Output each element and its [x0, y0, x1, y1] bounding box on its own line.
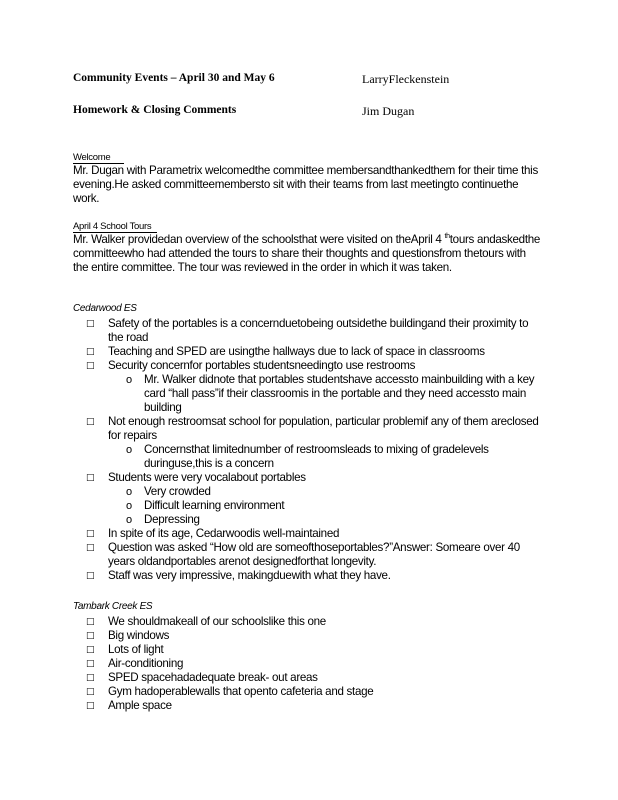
bullet-icon: □	[86, 659, 95, 669]
list-item-text: SPED spacehadadequate break- out areas	[108, 671, 318, 684]
list-item-text: Gym hadoperablewalls that opento cafeteria and stage	[108, 685, 374, 698]
list-item	[86, 415, 546, 471]
superscript-th: th	[444, 233, 450, 241]
header-presenter-1: LarryFleckenstein	[362, 72, 450, 86]
sub-list-item-text: Depressing	[144, 513, 200, 526]
sub-list-item-text: Very crowded	[144, 485, 211, 498]
sub-list	[108, 485, 546, 527]
list-item-text: Ample space	[108, 699, 172, 712]
list-item-text: Staff was very impressive, makingduewith what they have.	[108, 569, 391, 582]
bullet-icon: o	[126, 514, 132, 526]
list-item-text: Air-conditioning	[108, 657, 184, 670]
sub-list-item	[122, 443, 546, 471]
list-item	[86, 699, 546, 713]
list-item	[86, 615, 546, 629]
bullet-icon: □	[86, 687, 95, 697]
welcome-paragraph: Mr. Dugan with Parametrix welcomedthe committee membersandthankedthem for their time this evening.He asked committeemembersto sit with their teams from last meetingto continuethe work.	[73, 164, 538, 205]
list-item-text: Security concernfor portables studentsneedingto use restrooms	[108, 359, 416, 372]
bullet-icon: □	[86, 617, 95, 627]
bullet-icon: o	[126, 500, 132, 512]
header-subtitle: Homework & Closing Comments	[73, 104, 237, 116]
sub-list-item	[122, 485, 546, 499]
list-item-text: Big windows	[108, 629, 170, 642]
list-item	[86, 345, 546, 359]
bullet-icon: □	[86, 417, 95, 427]
header-presenter-2: Jim Dugan	[362, 104, 415, 118]
bullet-icon: □	[86, 631, 95, 641]
sub-list	[108, 373, 546, 415]
list-item	[86, 527, 546, 541]
sub-list-item	[122, 513, 546, 527]
list-item	[86, 671, 546, 685]
list-item	[86, 643, 546, 657]
bullet-icon: □	[86, 473, 95, 483]
list-item	[86, 359, 546, 415]
tambark-heading: Tambark Creek ES	[73, 601, 153, 612]
list-item	[86, 317, 546, 345]
list-item-text: Not enough restroomsat school for population, particular problemif any of them areclosed for repairs	[108, 415, 539, 442]
bullet-icon: □	[86, 673, 95, 683]
bullet-icon: □	[86, 701, 95, 711]
list-item-text: In spite of its age, Cedarwoodis well-maintained	[108, 527, 340, 540]
tambark-list	[86, 615, 546, 713]
tours-heading: April 4 School Tours	[73, 221, 157, 233]
list-item	[86, 541, 546, 569]
bullet-icon: □	[86, 361, 95, 371]
bullet-icon: o	[126, 486, 132, 498]
sub-list-item-text: Mr. Walker didnote that portables studentshave accessto mainbuilding with a key card “hall pass”if their classroomis in the portable and they need accessto main building	[144, 373, 535, 414]
bullet-icon: □	[86, 347, 95, 357]
sub-list-item-text: Difficult learning environment	[144, 499, 285, 512]
cedarwood-heading: Cedarwood ES	[73, 303, 137, 314]
bullet-icon: □	[86, 543, 95, 553]
sub-list-item	[122, 373, 546, 415]
list-item-text: Safety of the portables is a concernduetobeing outsidethe buildingand their proximity to the road	[108, 317, 529, 344]
bullet-icon: □	[86, 529, 95, 539]
cedarwood-list	[86, 317, 546, 583]
list-item-text: Question was asked “How old are someofthoseportables?”Answer: Someare over 40 years oldandportables arenot designedforthat longevity.	[108, 541, 520, 568]
bullet-icon: □	[86, 645, 95, 655]
bullet-icon: □	[86, 571, 95, 581]
bullet-icon: □	[86, 319, 95, 329]
sub-list	[108, 443, 546, 471]
list-item	[86, 471, 546, 527]
list-item-text: We shouldmakeall of our schoolslike this one	[108, 615, 326, 628]
welcome-heading: Welcome	[73, 152, 124, 164]
list-item	[86, 629, 546, 643]
list-item-text: Teaching and SPED are usingthe hallways due to lack of space in classrooms	[108, 345, 485, 358]
bullet-icon: o	[126, 444, 132, 456]
sub-list-item	[122, 499, 546, 513]
list-item	[86, 685, 546, 699]
bullet-icon: o	[126, 374, 132, 386]
list-item-text: Students were very vocalabout portables	[108, 471, 306, 484]
header-title: Community Events – April 30 and May 6	[73, 72, 275, 84]
sub-list-item-text: Concernsthat limitednumber of restroomsleads to mixing of gradelevels duringuse,this is a concern	[144, 443, 489, 470]
list-item-text: Lots of light	[108, 643, 164, 656]
list-item	[86, 657, 546, 671]
list-item	[86, 569, 546, 583]
tours-paragraph: Mr. Walker providedan overview of the schoolsthat were visited on theApril 4 $^{th}$tours andaskedthe committeewho had attended the tours to share their thoughts and questionsfrom thetours with the entire committee. The tour was reviewed in the order in which it was taken.	[73, 233, 541, 274]
